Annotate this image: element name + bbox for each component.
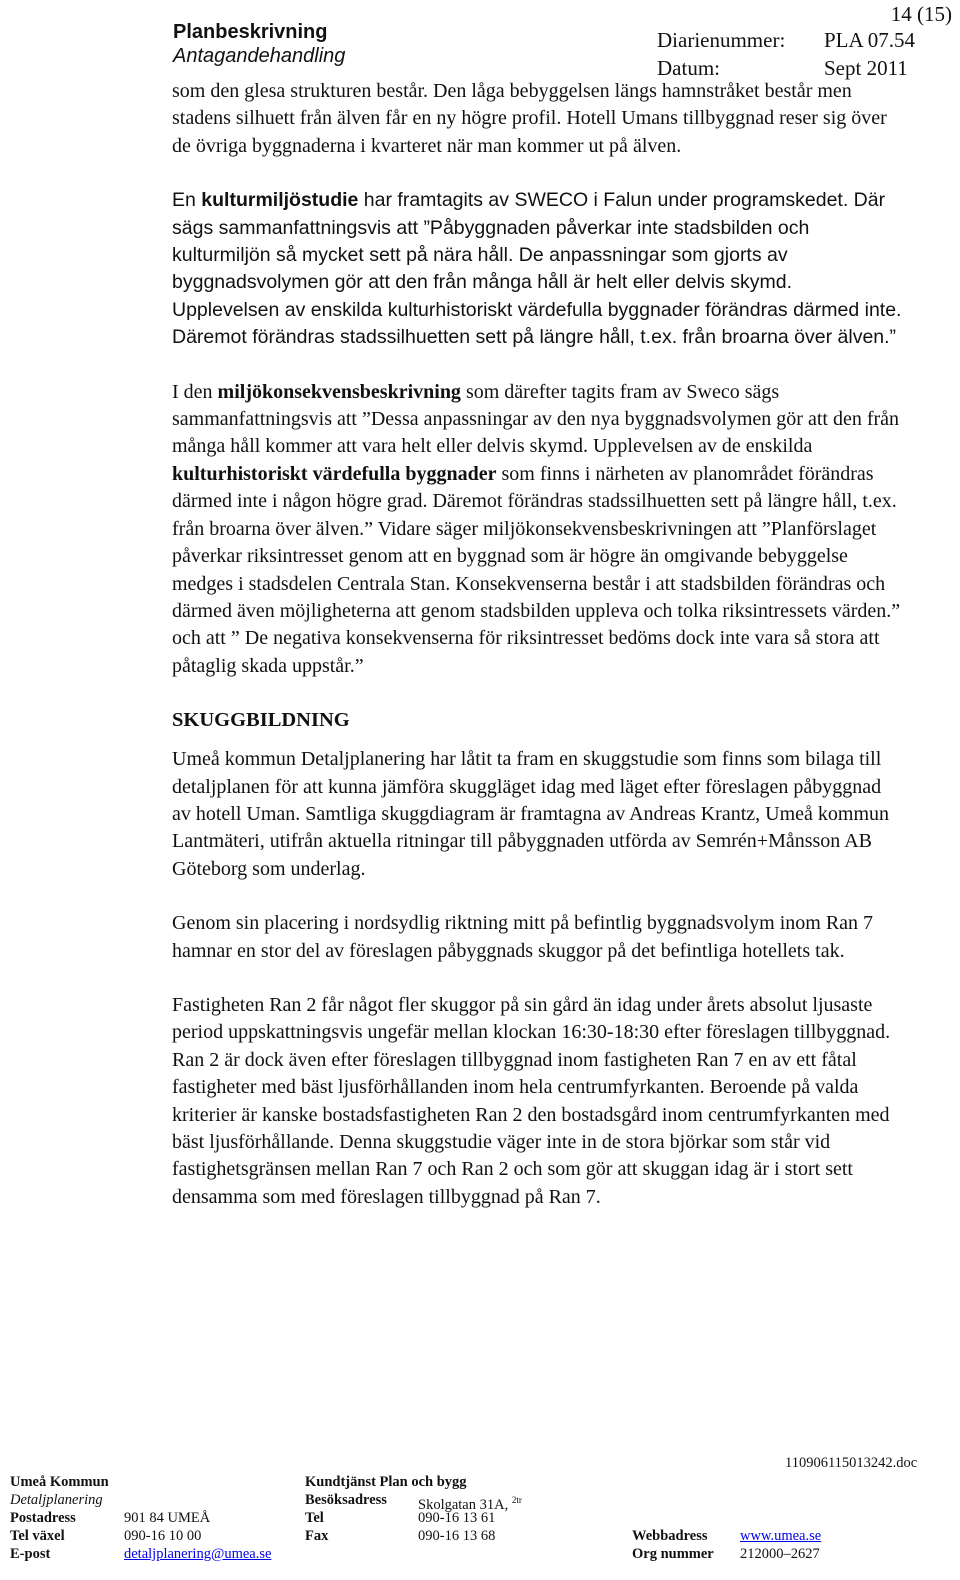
document-body — [172, 78, 902, 1238]
footer-kundtjanst: Kundtjänst Plan och bygg — [305, 1474, 467, 1490]
footer-col-5 — [632, 1527, 714, 1563]
footer-doc-filename: 110906115013242.doc — [785, 1455, 918, 1471]
footer-postadress-label: Postadress — [10, 1510, 76, 1526]
diarienummer-value: PLA 07.54 — [824, 27, 916, 52]
p3-post: som finns i närheten av planområdet förändras därmed inte i någon högre grad. Däremot förändras stadssilhuetten sett på längre håll, t.ex. från broarna över älven.” Vidare säger miljökonsekvensbeskrivningen att ”Planförslaget påverkar riksintresset genom att en byggnad som är högre än omgivande bebyggelse medges i stadsdelen Centrala Stan. Konsekvenserna består i att stadsbilden förändras och därmed även möjligheterna att genom stadsbilden uppleva och tolka riksintressets värden.” och att ” De negativa konsekvenserna för riksintresset bedöms dock inte vara så stora att påtaglig skada uppstår.” — [172, 462, 901, 677]
datum-label: Datum: — [657, 55, 720, 80]
header-left — [173, 20, 345, 68]
paragraph-4: Umeå kommun Detaljplanering har låtit ta fram en skuggstudie som finns som bilaga till detaljplanen för att kunna jämföra skuggläget idag med läget efter föreslagen påbyggnad av hotell Uman. Samtliga skuggdiagram är framtagna av Andreas Krantz, Umeå kommun Lantmäteri, utifrån aktuella ritningar till påbyggnaden utförda av Semrén+Månsson AB Göteborg som underlag. — [172, 748, 890, 880]
footer-besok-label: Besöksadress — [305, 1492, 387, 1508]
p2-bold-kulturmiljostudie: kulturmiljöstudie — [201, 189, 359, 212]
page-number: 14 (15) — [890, 2, 952, 26]
footer-col-6 — [740, 1527, 821, 1563]
footer-web-link[interactable]: www.umea.se — [740, 1528, 822, 1544]
header-meta — [657, 26, 915, 82]
footer-web-label: Webbadress — [632, 1528, 708, 1544]
footer-fax-value: 090-16 13 68 — [418, 1528, 496, 1544]
paragraph-5: Genom sin placering i nordsydlig riktning mitt på befintlig byggnadsvolym inom Ran 7 hamnar en stor del av föreslagen påbyggnads skuggor på det befintliga hotellets tak. — [172, 912, 874, 962]
footer-col-1 — [10, 1473, 109, 1563]
datum-value: Sept 2011 — [824, 55, 908, 80]
footer-tel-value: 090-16 13 61 — [418, 1510, 496, 1526]
paragraph-3 — [172, 379, 902, 680]
footer-telvaxel-label: Tel växel — [10, 1528, 65, 1544]
footer-fax-label: Fax — [305, 1528, 329, 1544]
diarienummer-label: Diarienummer: — [657, 27, 786, 52]
paragraph-2 — [172, 187, 902, 351]
footer-orgnr-value: 212000–2627 — [740, 1546, 820, 1562]
footer-postadress-value: 901 84 UMEÅ — [124, 1510, 211, 1526]
footer-dept: Detaljplanering — [10, 1492, 103, 1508]
footer-col-4 — [418, 1491, 522, 1545]
footer-besok-row — [418, 1491, 522, 1513]
footer-tel-label: Tel — [305, 1510, 324, 1526]
diarienummer-row — [657, 26, 915, 54]
footer-epost-link[interactable]: detaljplanering@umea.se — [124, 1546, 272, 1562]
p3-bold-mkb: miljökonsekvensbeskrivning — [217, 380, 461, 403]
p3-pre: I den — [172, 380, 218, 403]
paragraph-1: som den glesa strukturen består. Den låga bebyggelsen längs hamnstråket består men stadens silhuett från älven får en ny högre profil. Hotell Umans tillbyggnad reser sig över de övriga byggnaderna i kvarteret när man kommer ut på älven. — [172, 80, 887, 157]
p2-pre: En — [172, 189, 202, 212]
footer-besok-value: Skolgatan 31A, — [418, 1496, 509, 1513]
p3-bold-kulturhistoriskt: kulturhistoriskt värdefulla byggnader — [172, 462, 497, 485]
p3-mid: som därefter tagits fram av Sweco sägs sammanfattningsvis att ”Dessa anpassningar av den nya byggnadsvolymen gör att den från många håll kommer att vara helt eller delvis skymd. Upplevelsen av de enskilda — [172, 380, 900, 458]
footer-besok-sup: 2tr — [511, 1495, 522, 1505]
document-title: Planbeskrivning — [173, 21, 328, 43]
footer-col-2 — [124, 1509, 271, 1563]
p2-post: har framtagits av SWECO i Falun under programskedet. Där sägs sammanfattningsvis att ”Påbyggnaden påverkar inte stadsbilden och kulturmiljön så mycket sett på nära håll. De anpassningar som gjorts av byggnadsvolymen gör att den från många håll är helt eller delvis skymd. Upplevelsen av enskilda kulturhistoriskt värdefulla byggnader förändras därmed inte. Däremot förändras stadssilhuetten sett på längre håll, t.ex. från broarna över älven.” — [172, 189, 902, 349]
footer-epost-label: E-post — [10, 1546, 51, 1562]
footer-telvaxel-value: 090-16 10 00 — [124, 1528, 202, 1544]
paragraph-6: Fastigheten Ran 2 får något fler skuggor på sin gård än idag under årets absolut ljusaste period uppskattningsvis ungefär mellan klockan 16:30-18:30 efter föreslagen tillbyggnad. Ran 2 är dock även efter föreslagen tillbyggnad inom fastigheten Ran 7 en av ett fåtal fastigheter med bäst ljusförhållanden inom hela centrumfyrkanten. Beroende på valda kriterier är kanske bostadsfastigheten Ran 2 den bostadsgård inom centrumfyrkanten med bäst ljusförhållande. Denna skuggstudie väger inte in de stora björkar som står vid fastighetsgränsen mellan Ran 7 och Ran 2 och som gör att skuggan idag är i stort sett densamma som med föreslagen tillbyggnad på Ran 7. — [172, 993, 891, 1208]
document-status: Antagandehandling — [173, 45, 346, 67]
section-heading: SKUGGBILDNING — [172, 709, 350, 732]
footer-org: Umeå Kommun — [10, 1474, 109, 1490]
footer-orgnr-label: Org nummer — [632, 1546, 714, 1562]
